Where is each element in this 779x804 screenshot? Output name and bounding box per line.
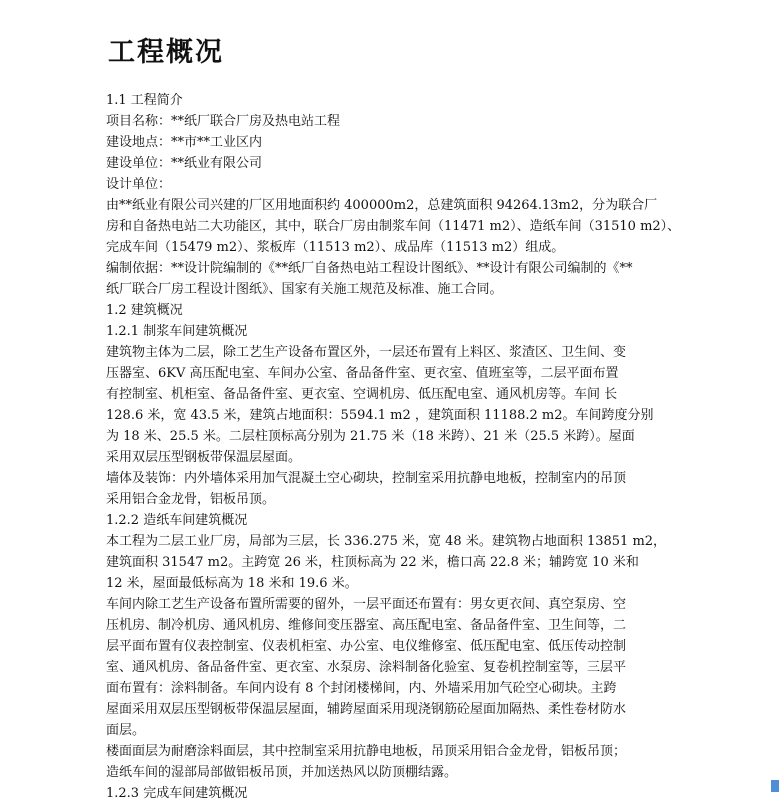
text-line: 层平面布置有仪表控制室、仪表机柜室、办公室、电仪维修室、低压配电室、低压传动控制 xyxy=(106,639,627,654)
text-line: 采用双层压型钢板带保温层屋面。 xyxy=(106,450,302,465)
text-line: 压机房、制冷机房、通风机房、维修间变压器室、高压配电室、备品备件室、卫生间等，二 xyxy=(106,618,627,633)
text-line: 纸厂联合厂房工程设计图纸》、国家有关施工规范及标准、施工合同。 xyxy=(106,282,503,297)
text-line: 编制依据：**设计院编制的《**纸厂自备热电站工程设计图纸》、**设计有限公司编制的《** xyxy=(106,261,633,276)
text-line: 建设地点：**市**工业区内 xyxy=(106,135,263,150)
page-title: 工程概况 xyxy=(108,37,224,68)
text-line: 车间内除工艺生产设备布置所需要的留外，一层平面还布置有：男女更衣间、真空泵房、空 xyxy=(106,597,627,612)
text-line: 压器室、6KV 高压配电室、车间办公室、备品备件室、更衣室、值班室等，二层平面布置 xyxy=(106,366,619,381)
text-line: 采用铝合金龙骨，铝板吊顶。 xyxy=(106,492,276,507)
text-line: 128.6 米，宽 43.5 米，建筑占地面积：5594.1 m2 ，建筑面积 11188.2 m2。车间跨度分别 xyxy=(106,408,654,423)
text-line: 设计单位： xyxy=(106,177,172,192)
text-line: 墙体及装饰：内外墙体采用加气混凝土空心砌块，控制室采用抗静电地板，控制室内的吊顶 xyxy=(106,471,627,486)
text-line: 由**纸业有限公司兴建的厂区用地面积约 400000m2，总建筑面积 94264.13m2，分为联合厂 xyxy=(106,198,658,213)
text-line: 房和自备热电站二大功能区，其中，联合厂房由制浆车间（11471 m2）、造纸车间（31510 m2）、 xyxy=(106,219,681,234)
scrollbar-edge[interactable] xyxy=(771,780,779,792)
text-line: 建设单位：**纸业有限公司 xyxy=(106,156,263,171)
section-heading: 1.2.1 制浆车间建筑概况 xyxy=(106,324,248,339)
section-heading: 1.1 工程简介 xyxy=(106,93,183,108)
text-line: 面布置有：涂料制备。车间内设有 8 个封闭楼梯间，内、外墙采用加气砼空心砌块。主跨 xyxy=(106,681,617,696)
text-line: 为 18 米、25.5 米。二层柱顶标高分别为 21.75 米（18 米跨）、21 米（25.5 米跨）。屋面 xyxy=(106,429,635,444)
section-heading: 1.2 建筑概况 xyxy=(106,303,183,318)
text-line: 项目名称：**纸厂联合厂房及热电站工程 xyxy=(106,114,341,129)
text-line: 完成车间（15479 m2）、浆板库（11513 m2）、成品库（11513 m2）组成。 xyxy=(106,240,565,255)
text-line: 楼面面层为耐磨涂料面层，其中控制室采用抗静电地板，吊顶采用铝合金龙骨，铝板吊顶； xyxy=(106,744,627,759)
text-line: 屋面采用双层压型钢板带保温层屋面，辅跨屋面采用现浇钢筋砼屋面加隔热、柔性卷材防水 xyxy=(106,702,627,717)
text-line: 造纸车间的湿部局部做铝板吊顶，并加送热风以防顶棚结露。 xyxy=(106,765,458,780)
text-line: 建筑物主体为二层，除工艺生产设备布置区外，一层还布置有上料区、浆渣区、卫生间、变 xyxy=(106,345,627,360)
section-heading: 1.2.3 完成车间建筑概况 xyxy=(106,786,248,801)
text-line: 建筑面积 31547 m2。主跨宽 26 米，柱顶标高为 22 米，檐口高 22.8 米；辅跨宽 10 米和 xyxy=(106,555,639,570)
text-line: 室、通风机房、备品备件室、更衣室、水泵房、涂料制备化验室、复卷机控制室等，三层平 xyxy=(106,660,627,675)
document-body xyxy=(106,90,681,804)
text-line: 面层。 xyxy=(106,723,146,738)
text-line: 本工程为二层工业厂房，局部为三层，长 336.275 米，宽 48 米。建筑物占地面积 13851 m2， xyxy=(106,534,667,549)
text-line: 12 米，屋面最低标高为 18 米和 19.6 米。 xyxy=(106,576,358,591)
text-line: 有控制室、机柜室、备品备件室、更衣室、空调机房、低压配电室、通风机房等。车间 长 xyxy=(106,387,618,402)
section-heading: 1.2.2 造纸车间建筑概况 xyxy=(106,513,248,528)
